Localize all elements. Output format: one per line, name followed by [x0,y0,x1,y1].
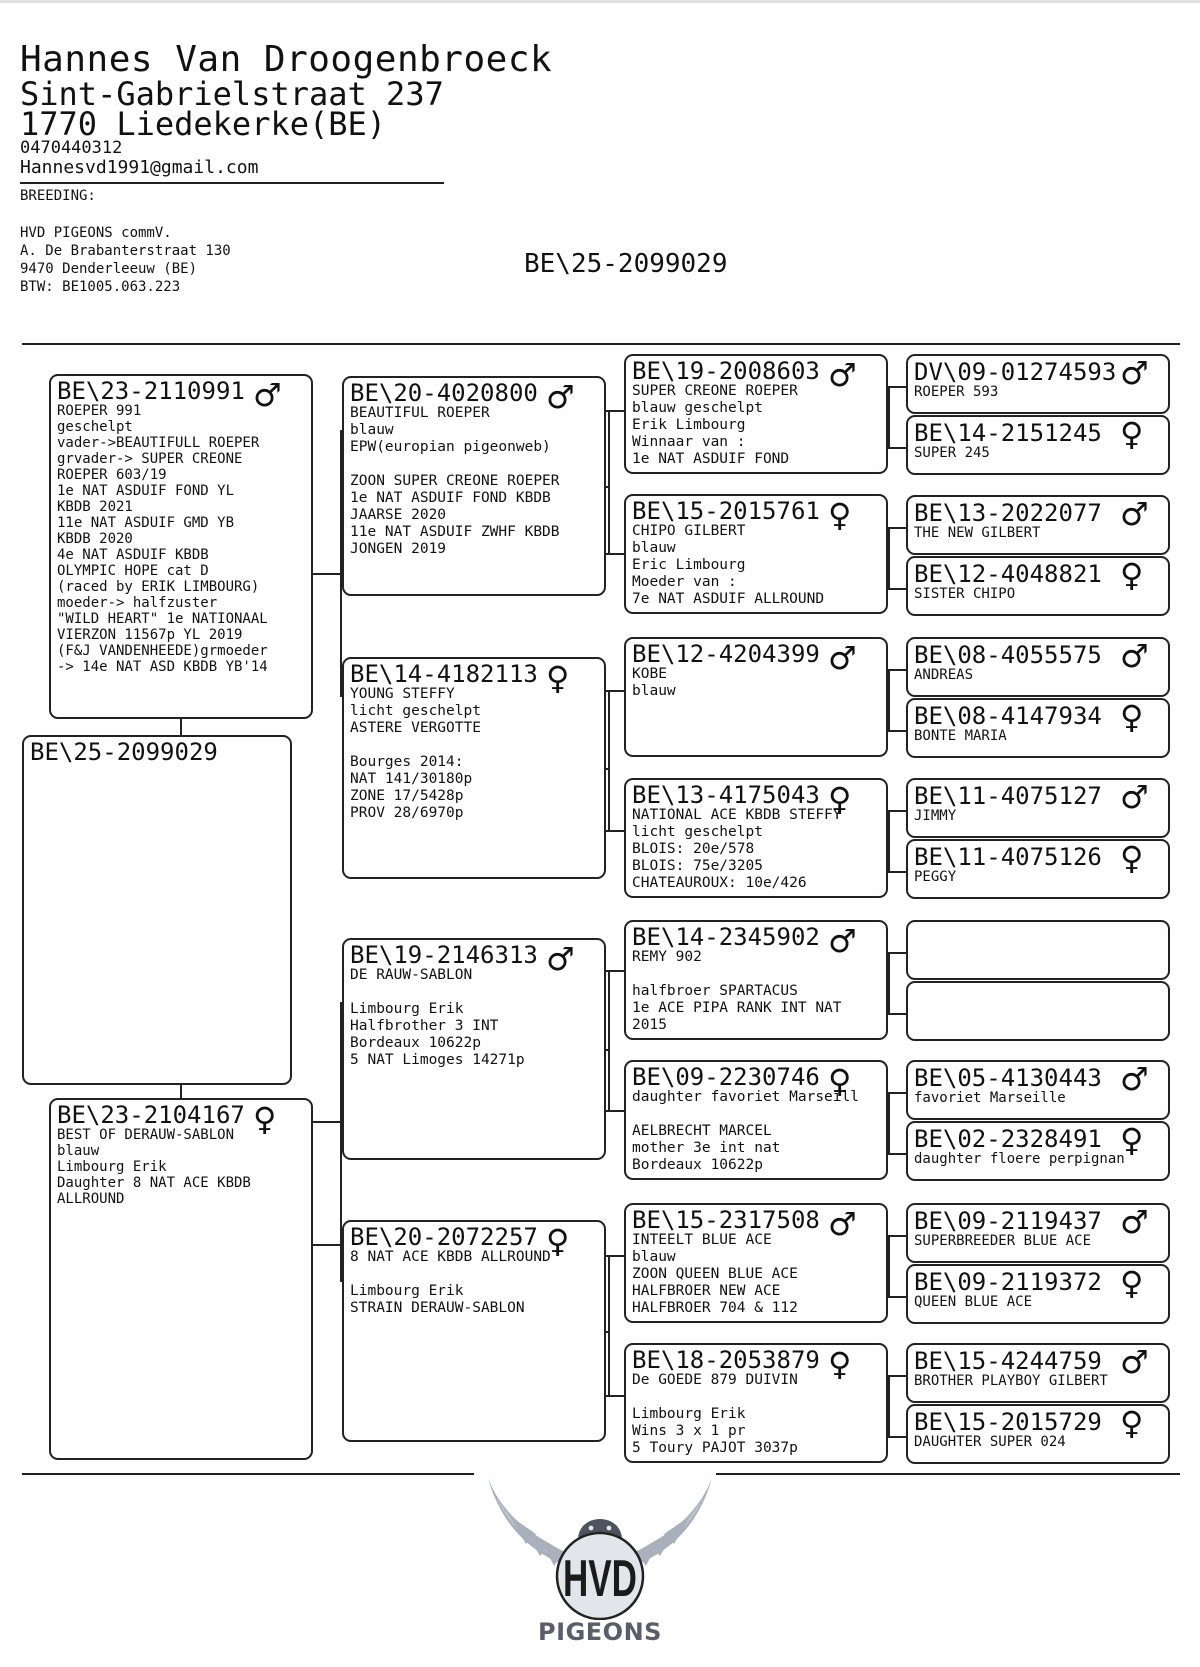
ring-number: BE\20-4020800 [350,379,538,407]
pedigree-note-line: YOUNG STEFFY [350,686,455,702]
pedigree-note-line: HALFBROER NEW ACE [632,1283,781,1299]
pigeon-logo-icon [480,1470,720,1620]
pedigree-note-line: 2015 [632,1017,667,1033]
great-grandparent-card [624,637,888,757]
great-great-grandparent-card [906,1203,1170,1263]
female-symbol-icon: ♀ [1120,1264,1144,1302]
pedigree-note-line: HALFBROER 704 & 112 [632,1300,798,1316]
pedigree-note-line: Bourges 2014: [350,754,464,770]
great-great-grandparent-card [906,1060,1170,1120]
pedigree-note-line: KBDB 2020 [57,531,133,547]
ring-number: BE\02-2328491 [914,1125,1102,1153]
pedigree-note-line: DE RAUW-SABLON [350,967,473,983]
grandparent-card [342,657,606,879]
connector-line [888,952,890,1015]
great-great-grandparent-card [906,839,1170,899]
pedigree-note-line: Limbourg Erik [57,1159,167,1175]
great-great-grandparent-card [906,1404,1170,1464]
ring-number: BE\14-2345902 [632,923,820,951]
pedigree-note-line: blauw [350,422,394,438]
subject-ring: BE\25-2099029 [30,738,218,766]
pigeon-name: DAUGHTER SUPER 024 [914,1434,1066,1450]
pedigree-note-line: Bordeaux 10622p [632,1157,763,1173]
pedigree-note-line: BLOIS: 20e/578 [632,841,755,857]
pedigree-note-line: CHATEAUROUX: 10e/426 [632,875,807,891]
pedigree-note-line: 5 Toury PAJOT 3037p [632,1440,798,1456]
pedigree-note-line: JAARSE 2020 [350,507,447,523]
pigeon-name: ANDREAS [914,667,974,683]
connector-line [888,669,890,732]
grandparent-card [342,938,606,1160]
hvd-pigeons-logo [480,1470,720,1665]
pedigree-note-line: 11e NAT ASDUIF ZWHF KBDB [350,524,560,540]
pedigree-note-line: (raced by ERIK LIMBOURG) [57,579,260,595]
pigeon-name: favoriet Marseille [914,1090,1066,1106]
ring-number: BE\09-2230746 [632,1063,820,1091]
ring-number: BE\08-4147934 [914,702,1102,730]
female-symbol-icon: ♀ [1120,1404,1144,1442]
ring-number: BE\13-4175043 [632,781,820,809]
female-symbol-icon: ♀ [253,1100,277,1138]
connector-line [606,1049,610,1051]
pedigree-note-line: blauw [632,540,676,556]
pedigree-note-line: (F&J VANDENHEEDE)grmoeder [57,643,268,659]
connector-line [606,768,610,770]
great-great-grandparent-card [906,495,1170,555]
great-grandparent-card [624,1203,888,1323]
great-great-grandparent-card [906,920,1170,980]
connector-line [313,573,341,575]
connector-line [608,970,610,1110]
connector-line [888,669,906,671]
connector-line [888,1296,906,1298]
male-symbol-icon: ♂ [1120,1203,1149,1241]
pedigree-note-line: Daughter 8 NAT ACE KBDB [57,1175,251,1191]
pedigree-note-line: 4e NAT ASDUIF KBDB [57,547,209,563]
owner-city: 1770 Liedekerke(BE) [20,105,387,143]
female-symbol-icon: ♀ [1120,698,1144,736]
pigeon-name: THE NEW GILBERT [914,525,1041,541]
great-great-grandparent-card [906,1121,1170,1181]
pedigree-note-line: ROEPER 603/19 [57,467,167,483]
female-symbol-icon: ♀ [828,496,852,534]
great-great-grandparent-card [906,778,1170,838]
female-symbol-icon: ♀ [1120,839,1144,877]
pedigree-note-line: ASTERE VERGOTTE [350,720,481,736]
ring-number: BE\15-2015761 [632,497,820,525]
pedigree-note-line: Limbourg Erik [350,1283,464,1299]
pedigree-note-line: NATIONAL ACE KBDB STEFFY [632,807,842,823]
connector-line [888,386,890,449]
pedigree-note-line: ALLROUND [57,1191,125,1207]
connector-line [180,719,182,736]
pedigree-note-line [632,1106,880,1123]
pedigree-note-line [350,737,598,754]
pedigree-note-line: BEST OF DERAUW-SABLON [57,1127,235,1143]
top-edge [0,0,1200,3]
male-symbol-icon: ♂ [546,378,575,416]
connector-line [608,410,610,553]
pigeon-name: BROTHER PLAYBOY GILBERT [914,1373,1108,1389]
pigeon-name: ROEPER 593 [914,384,999,400]
pedigree-note-line: Eric Limbourg [632,557,746,573]
pedigree-note-line: STRAIN DERAUW-SABLON [350,1300,525,1316]
pedigree-note-line: KBDB 2021 [57,499,133,515]
female-symbol-icon: ♀ [1120,415,1144,453]
great-great-grandparent-card [906,637,1170,697]
pedigree-note-line: Wins 3 x 1 pr [632,1423,746,1439]
connector-line [606,830,624,832]
pedigree-note-line [632,966,880,983]
connector-line [606,1110,624,1112]
owner-email: Hannesvd1991@gmail.com [20,157,259,178]
connector-line [340,430,342,432]
connector-line [340,430,342,695]
pedigree-note-line: 1e ACE PIPA RANK INT NAT [632,1000,842,1016]
ring-number: BE\15-4244759 [914,1347,1102,1375]
connector-line [888,810,890,873]
ring-number: BE\11-4075126 [914,843,1102,871]
connector-line [888,1092,906,1094]
pedigree-note-line: Moeder van : [632,574,737,590]
pedigree-note-line: Bordeaux 10622p [350,1035,481,1051]
connector-line [606,970,624,972]
connector-line [888,386,906,388]
pedigree-note-line: grvader-> SUPER CREONE [57,451,243,467]
connector-line [606,690,624,692]
owner-street: Sint-Gabrielstraat 237 [20,75,444,113]
breeder-line: HVD PIGEONS commV. [20,225,172,241]
breeder-line: 9470 Denderleeuw (BE) [20,261,198,277]
female-symbol-icon: ♀ [546,1222,570,1260]
connector-line [888,1153,906,1155]
pedigree-note-line: licht geschelpt [632,824,763,840]
connector-line [888,588,906,590]
pedigree-note-line: INTEELT BLUE ACE [632,1232,772,1248]
ring-number: BE\12-4048821 [914,560,1102,588]
connector-line [888,1092,890,1155]
connector-line [606,410,624,412]
connector-line [340,1002,342,1282]
connector-line [888,952,906,954]
male-symbol-icon: ♂ [828,356,857,394]
connector-line [888,810,906,812]
male-symbol-icon: ♂ [828,1205,857,1243]
subject-card [22,735,292,1085]
pigeon-name: daughter floere perpignan [914,1151,1125,1167]
pedigree-note-line [350,456,598,473]
pedigree-note-line: halfbroer SPARTACUS [632,983,798,999]
pigeon-name: SUPERBREEDER BLUE ACE [914,1233,1092,1249]
ring-number: BE\09-2119437 [914,1207,1102,1235]
pedigree-bottom-rule-right [716,1473,1180,1475]
grandparent-card [342,376,606,596]
connector-line [180,1083,182,1099]
pedigree-note-line [632,1389,880,1406]
pedigree-note-line: De GOEDE 879 DUIVIN [632,1372,798,1388]
pedigree-note-line: KOBE [632,666,667,682]
pedigree-note-line: 5 NAT Limoges 14271p [350,1052,525,1068]
pedigree-note-line: NAT 141/30180p [350,771,473,787]
pedigree-note-line: REMY 902 [632,949,702,965]
ring-number: BE\18-2053879 [632,1346,820,1374]
svg-text:HVD: HVD [563,1550,637,1608]
pedigree-note-line: moeder-> halfzuster [57,595,218,611]
subject-ring-title: BE\25-2099029 [524,249,728,279]
pigeon-name: SUPER 245 [914,445,990,461]
breeder-address [20,224,231,296]
pedigree-top-rule [22,343,1180,345]
ring-number: BE\14-4182113 [350,660,538,688]
female-symbol-icon: ♀ [828,1062,852,1100]
great-great-grandparent-card [906,981,1170,1041]
ring-number: BE\12-4204399 [632,640,820,668]
ring-number: BE\13-2022077 [914,499,1102,527]
female-symbol-icon: ♀ [1120,1121,1144,1159]
pedigree-note-line [350,984,598,1001]
male-symbol-icon: ♂ [1120,778,1149,816]
ring-number: BE\08-4055575 [914,641,1102,669]
great-grandparent-card [624,920,888,1040]
pedigree-note-line: EPW(europian pigeonweb) [350,439,551,455]
connector-line [888,1436,906,1438]
pedigree-note-line: -> 14e NAT ASD KBDB YB'14 [57,659,268,675]
connector-line [313,1244,342,1246]
pedigree-note-line: Erik Limbourg [632,417,746,433]
male-symbol-icon: ♂ [828,922,857,960]
connector-line [888,1375,906,1377]
connector-line [608,1255,610,1395]
connector-line [888,1375,890,1438]
pigeon-name: JIMMY [914,808,957,824]
pigeon-name: QUEEN BLUE ACE [914,1294,1033,1310]
pigeon-name: SISTER CHIPO [914,586,1016,602]
great-great-grandparent-card [906,354,1170,414]
connector-line [606,553,624,555]
pedigree-note-line: daughter favoriet Marseill [632,1089,859,1105]
connector-line [888,730,906,732]
great-great-grandparent-card [906,1264,1170,1324]
great-grandparent-card [624,778,888,898]
pedigree-note-line: mother 3e int nat [632,1140,781,1156]
connector-line [888,527,906,529]
pedigree-note-line: JONGEN 2019 [350,541,447,557]
breeder-line: A. De Brabanterstraat 130 [20,243,231,259]
pedigree-note-line: Limbourg Erik [350,1001,464,1017]
connector-line [313,1121,341,1123]
ring-number: BE\11-4075127 [914,782,1102,810]
pedigree-note-line: blauw geschelpt [632,400,763,416]
pedigree-note-line: ZOON QUEEN BLUE ACE [632,1266,798,1282]
pedigree-note-line: geschelpt [57,419,133,435]
pedigree-note-line: 1e NAT ASDUIF FOND [632,451,790,467]
breeding-label: BREEDING: [20,188,96,204]
male-symbol-icon: ♂ [546,940,575,978]
pedigree-note-line: ZOON SUPER CREONE ROEPER [350,473,560,489]
pedigree-note-line: OLYMPIC HOPE cat D [57,563,209,579]
pedigree-note-line: Limbourg Erik [632,1406,746,1422]
pedigree-note-line [350,1266,598,1283]
pedigree-note-line: licht geschelpt [350,703,481,719]
pedigree-note-line: 1e NAT ASDUIF FOND KBDB [350,490,551,506]
male-symbol-icon: ♂ [1120,354,1149,392]
male-symbol-icon: ♂ [1120,1343,1149,1381]
ring-number: BE\19-2008603 [632,357,820,385]
male-symbol-icon: ♂ [828,639,857,677]
pedigree-note-line: ZONE 17/5428p [350,788,464,804]
connector-line [606,486,610,488]
ring-number: BE\23-2110991 [57,377,245,405]
female-symbol-icon: ♀ [828,780,852,818]
male-symbol-icon: ♂ [1120,637,1149,675]
ring-number: BE\19-2146313 [350,941,538,969]
pedigree-note-line: 7e NAT ASDUIF ALLROUND [632,591,825,607]
connector-line [606,1331,610,1333]
great-great-grandparent-card [906,1343,1170,1403]
pedigree-bottom-rule-left [22,1473,474,1475]
great-grandparent-card [624,1343,888,1463]
ring-number: BE\15-2317508 [632,1206,820,1234]
pedigree-note-line: CHIPO GILBERT [632,523,746,539]
pedigree-note-line: Halfbrother 3 INT [350,1018,499,1034]
dam-card [49,1098,313,1460]
pedigree-note-line: PROV 28/6970p [350,805,464,821]
pedigree-note-line: 1e NAT ASDUIF FOND YL [57,483,235,499]
pedigree-note-line: Winnaar van : [632,434,746,450]
ring-number: BE\09-2119372 [914,1268,1102,1296]
female-symbol-icon: ♀ [1120,556,1144,594]
great-great-grandparent-card [906,698,1170,758]
connector-line [888,447,906,449]
great-grandparent-card [624,354,888,474]
connector-line [888,1235,890,1298]
pedigree-note-line: "WILD HEART" 1e NATIONAAL [57,611,268,627]
owner-name: Hannes Van Droogenbroeck [20,39,553,80]
great-grandparent-card [624,494,888,614]
pedigree-note-line: SUPER CREONE ROEPER [632,383,798,399]
pedigree-note-line: BEAUTIFUL ROEPER [350,405,490,421]
ring-number: BE\15-2015729 [914,1408,1102,1436]
male-symbol-icon: ♂ [1120,1060,1149,1098]
female-symbol-icon: ♀ [546,659,570,697]
pedigree-note-line: ROEPER 991 [57,403,142,419]
great-great-grandparent-card [906,556,1170,616]
sire-card [49,374,313,719]
connector-line [888,871,906,873]
pedigree-note-line: BLOIS: 75e/3205 [632,858,763,874]
header-divider [20,182,444,184]
pedigree-note-line: 8 NAT ACE KBDB ALLROUND [350,1249,551,1265]
pedigree-note-line: AELBRECHT MARCEL [632,1123,772,1139]
ring-number: BE\20-2072257 [350,1223,538,1251]
ring-number: BE\05-4130443 [914,1064,1102,1092]
male-symbol-icon: ♂ [253,376,282,414]
owner-phone: 0470440312 [20,138,123,158]
great-great-grandparent-card [906,415,1170,475]
ring-number: BE\23-2104167 [57,1101,245,1129]
connector-line [888,527,890,590]
male-symbol-icon: ♂ [1120,495,1149,533]
pedigree-note-line: blauw [632,1249,676,1265]
pedigree-note-line: blauw [57,1143,100,1159]
connector-line [608,690,610,830]
connector-line [340,695,342,697]
ring-number: DV\09-01274593 [914,358,1117,386]
pigeon-name: PEGGY [914,869,957,885]
pigeon-name: BONTE MARIA [914,728,1007,744]
pedigree-note-line: vader->BEAUTIFULL ROEPER [57,435,260,451]
pedigree-note-line: 11e NAT ASDUIF GMD YB [57,515,235,531]
ring-number: BE\14-2151245 [914,419,1102,447]
breeder-line: BTW: BE1005.063.223 [20,279,181,295]
connector-line [606,1255,624,1257]
great-grandparent-card [624,1060,888,1180]
connector-line [606,1395,624,1397]
female-symbol-icon: ♀ [828,1345,852,1383]
pedigree-note-line: blauw [632,683,676,699]
connector-line [888,1235,906,1237]
grandparent-card [342,1220,606,1442]
pedigree-note-line: VIERZON 11567p YL 2019 [57,627,243,643]
connector-line [888,1013,906,1015]
logo-wordmark: PIGEONS [538,1618,662,1646]
